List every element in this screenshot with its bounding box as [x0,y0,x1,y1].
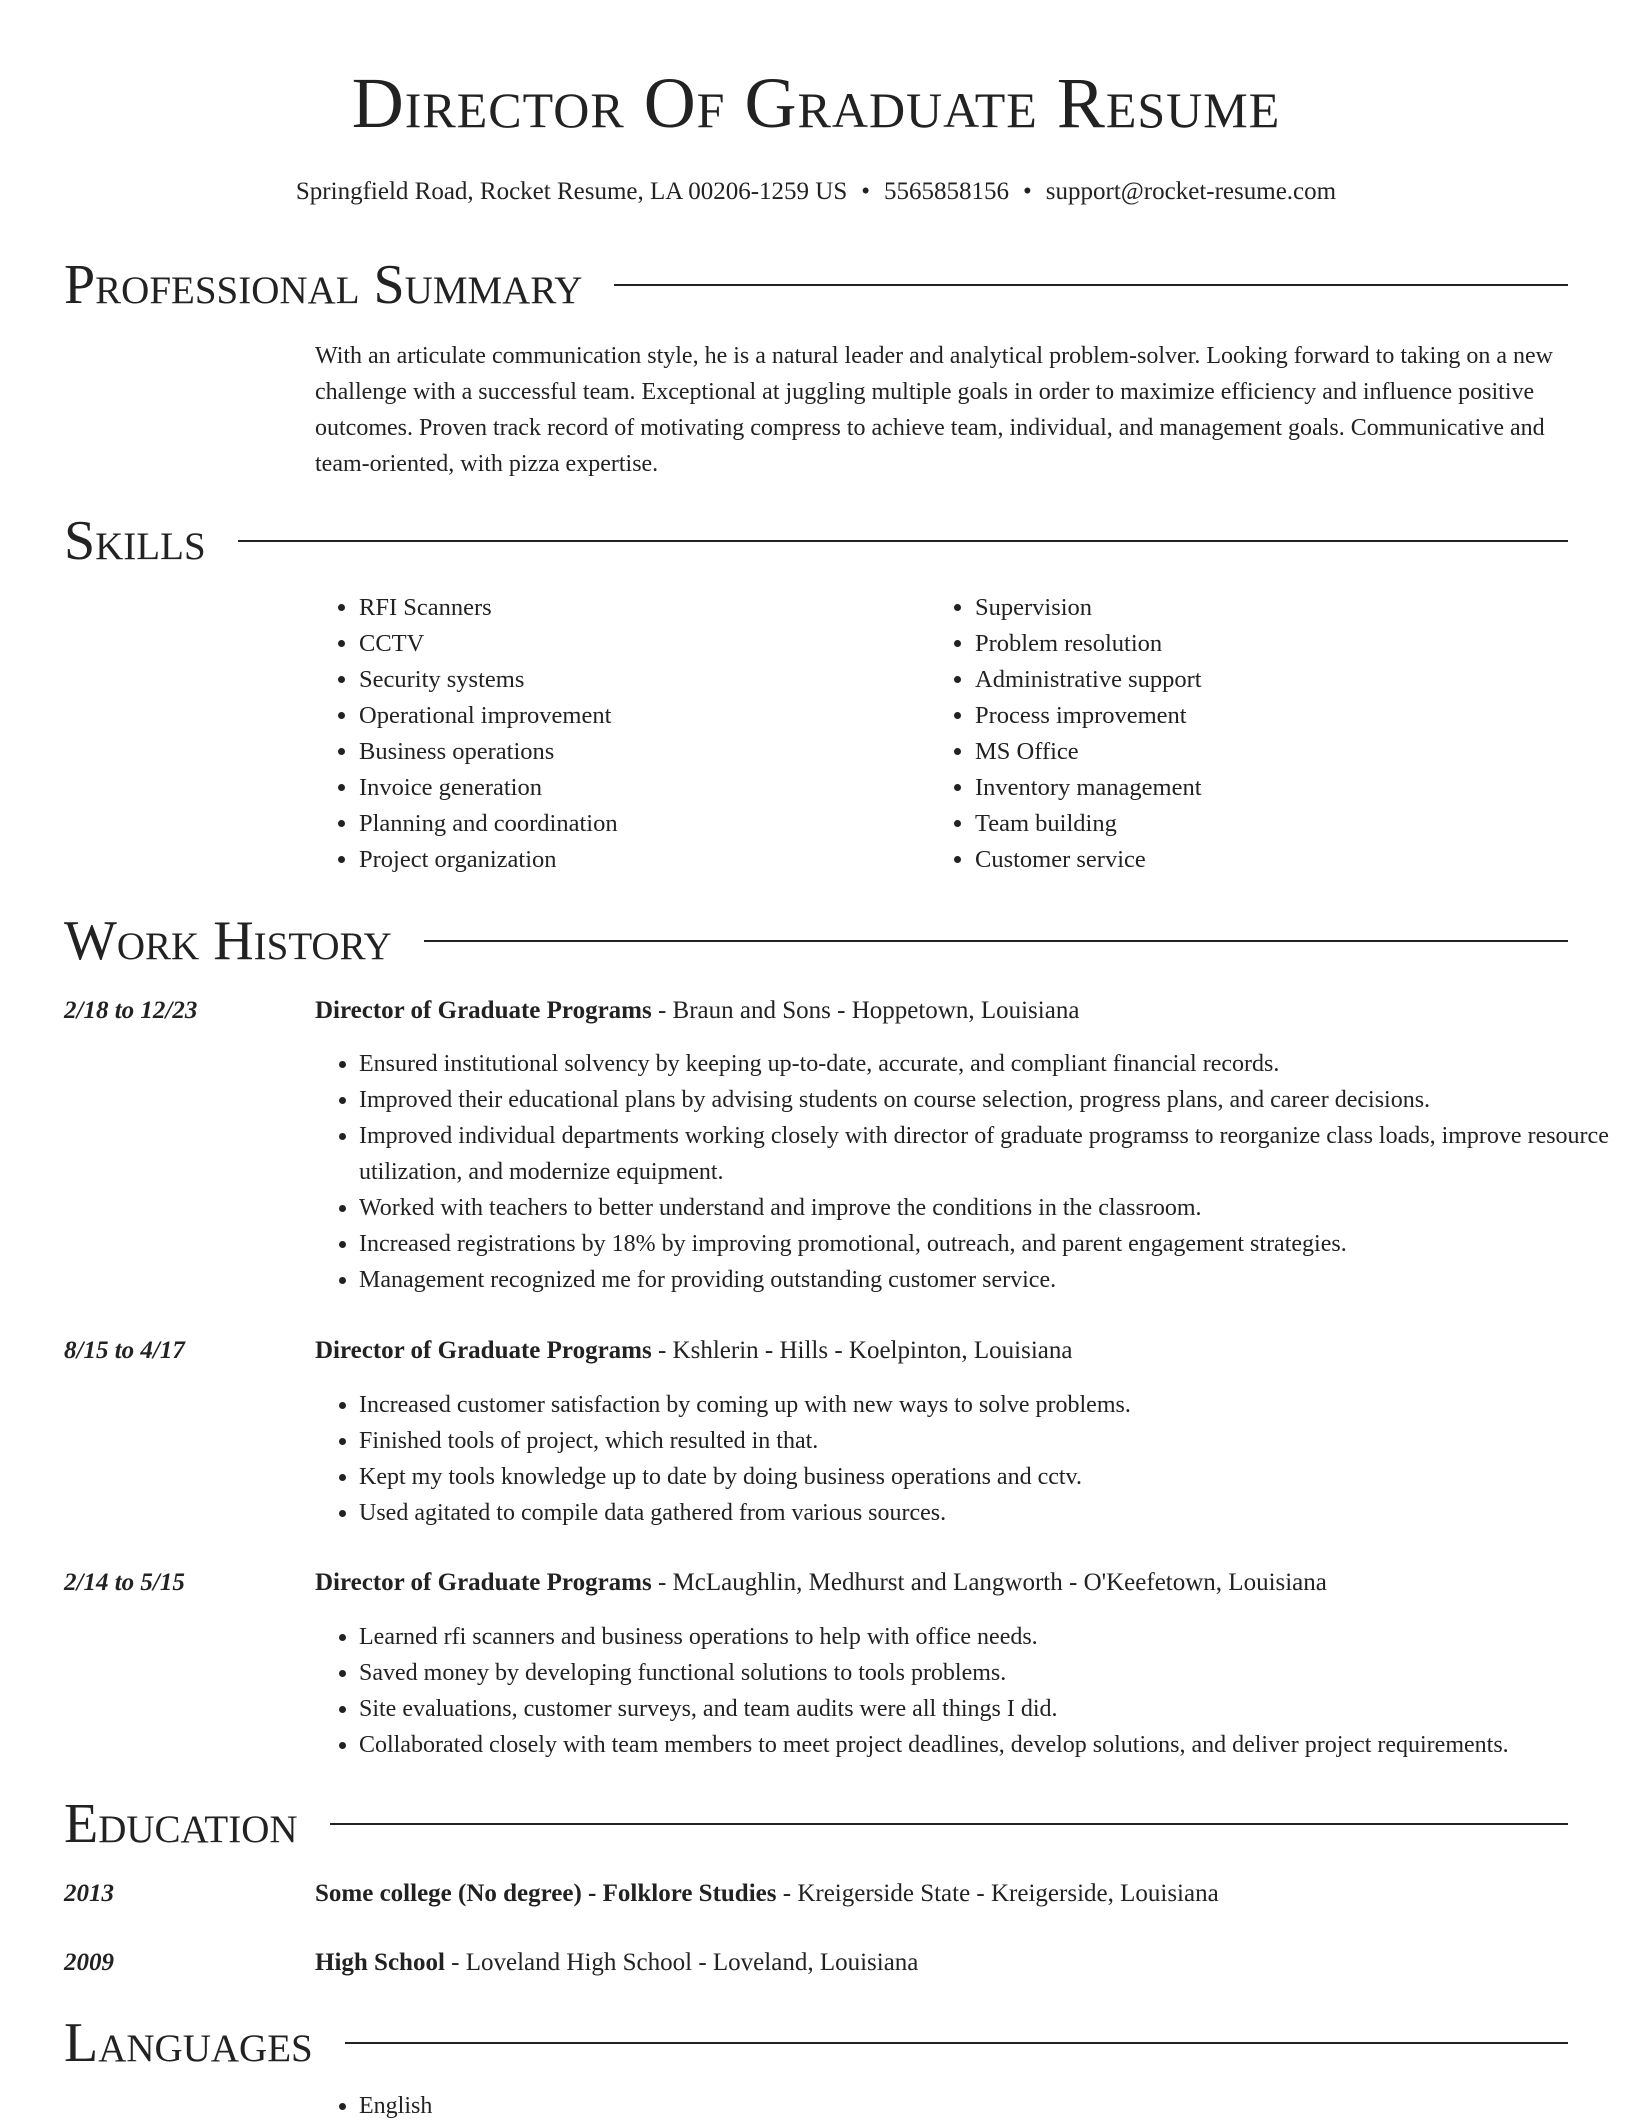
job-employer: - McLaughlin, Medhurst and Langworth - O'Keefetown, Louisiana [651,1569,1327,1596]
job-heading [315,1333,1568,1369]
job-bullet: • Improved their educational plans by advising students on course selection, progress plans, and career decisions. [359,1082,1612,1118]
skill-item: • MS Office [975,734,1202,770]
education-school: - Loveland High School - Loveland, Louisiana [444,1949,919,1976]
skill-item: • Team building [975,806,1202,842]
resume-title: Director Of Graduate Resume [351,63,1281,143]
language-item: • English [359,2088,1612,2124]
education-year: 2013 [64,1880,114,1907]
section-divider [424,940,1568,942]
contact-separator: • [861,178,871,205]
section-header-languages [64,2010,1568,2076]
education-degree: Some college (No degree) - Folklore Studies [315,1880,777,1907]
section-divider [345,2042,1568,2044]
skills-list-right [931,590,1202,878]
skill-item: • Security systems [359,662,618,698]
job-dates: 2/14 to 5/15 [64,1569,185,1596]
job-bullet: • Management recognized me for providing outstanding customer service. [359,1262,1612,1298]
section-title-skills: Skills [64,510,206,572]
job-title: Director of Graduate Programs [315,1569,652,1596]
job-bullet: • Kept my tools knowledge up to date by doing business operations and cctv. [359,1459,1612,1495]
contact-email: support@rocket-resume.com [1045,178,1337,205]
education-degree: High School [315,1949,445,1976]
contact-separator: • [1023,178,1032,205]
skill-item: • Operational improvement [359,698,618,734]
job-heading [315,1565,1568,1601]
job-employer: - Braun and Sons - Hoppetown, Louisiana [651,997,1080,1024]
job-dates: 8/15 to 4/17 [64,1337,185,1364]
contact-line [0,174,1632,210]
section-header-summary [64,252,1568,318]
contact-phone: 5565858156 [884,178,1010,205]
job-bullet: • Improved individual departments working closely with director of graduate programss to reorganize class loads, improve resource utilization, and modernize equipment. [359,1118,1612,1190]
languages-list [315,2088,1612,2124]
section-header-education [64,1791,1568,1857]
skill-item: • Problem resolution [975,626,1202,662]
job-bullet: • Saved money by developing functional solutions to tools problems. [359,1655,1612,1691]
job-title: Director of Graduate Programs [315,1337,652,1364]
job-dates: 2/18 to 12/23 [64,997,198,1024]
job-bullet: • Ensured institutional solvency by keeping up-to-date, accurate, and compliant financial records. [359,1046,1612,1082]
job-heading [315,993,1568,1029]
education-school: - Kreigerside State - Kreigerside, Louisiana [776,1880,1219,1907]
section-title-education: Education [64,1793,298,1855]
section-divider [238,540,1568,542]
job-bullet: • Collaborated closely with team members to meet project deadlines, develop solutions, and deliver project requirements. [359,1727,1612,1763]
summary-text: With an articulate communication style, he is a natural leader and analytical problem-solver. Looking forward to taking on a new challenge with a successful team. Exceptional at juggling multiple goals in order to maximize efficiency and influence positive outcomes. Proven track record of motivating compress to achieve team, individual, and management goals. Communicative and team-oriented, with pizza expertise. [315,343,1553,477]
contact-address: Springfield Road, Rocket Resume, LA 00206-1259 US [295,178,848,205]
skill-item: • Customer service [975,842,1202,878]
education-year: 2009 [64,1949,114,1976]
section-title-work: Work History [64,910,392,972]
job-title: Director of Graduate Programs [315,997,652,1024]
skill-item: • Project organization [359,842,618,878]
section-title-languages: Languages [64,2012,313,2074]
job-employer: - Kshlerin - Hills - Koelpinton, Louisiana [651,1337,1073,1364]
job-bullet: • Increased customer satisfaction by coming up with new ways to solve problems. [359,1387,1612,1423]
skill-item: • RFI Scanners [359,590,618,626]
skill-item: • Planning and coordination [359,806,618,842]
section-divider [614,284,1568,286]
skill-item: • CCTV [359,626,618,662]
skill-item: • Administrative support [975,662,1202,698]
skill-item: • Process improvement [975,698,1202,734]
education-entry [315,1945,1568,1981]
skill-item: • Business operations [359,734,618,770]
job-bullets [315,1387,1612,1531]
job-bullet: • Worked with teachers to better understand and improve the conditions in the classroom. [359,1190,1612,1226]
job-bullet: • Finished tools of project, which resulted in that. [359,1423,1612,1459]
skills-list-left [315,590,618,878]
job-bullets [315,1619,1612,1763]
section-title-summary: Professional Summary [64,254,583,316]
job-bullet: • Learned rfi scanners and business operations to help with office needs. [359,1619,1612,1655]
section-header-skills [64,508,1568,574]
job-bullets [315,1046,1612,1298]
education-entry [315,1876,1568,1912]
skill-item: • Supervision [975,590,1202,626]
job-bullet: • Used agitated to compile data gathered from various sources. [359,1495,1612,1531]
job-bullet: • Site evaluations, customer surveys, and team audits were all things I did. [359,1691,1612,1727]
job-bullet: • Increased registrations by 18% by improving promotional, outreach, and parent engagement strategies. [359,1226,1612,1262]
section-header-work [64,908,1568,974]
skill-item: • Inventory management [975,770,1202,806]
section-divider [330,1823,1568,1825]
skill-item: • Invoice generation [359,770,618,806]
